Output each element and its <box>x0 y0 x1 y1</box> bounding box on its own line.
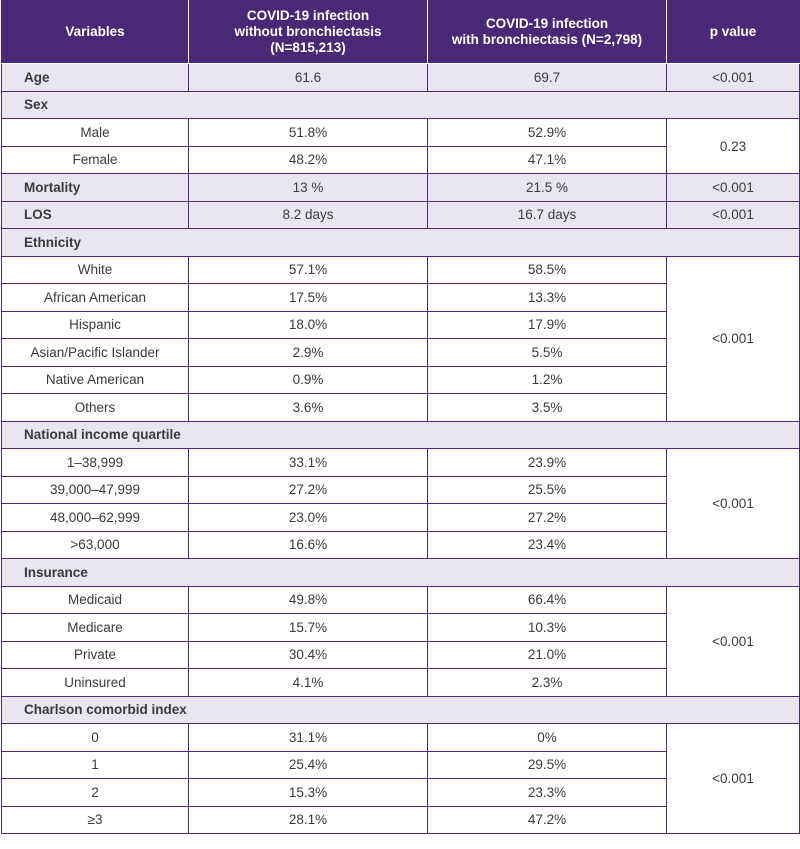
row-without: 28.1% <box>189 806 428 834</box>
table-row <box>2 449 800 477</box>
table-row <box>2 586 800 614</box>
row-with: 23.3% <box>428 779 667 807</box>
row-without: 57.1% <box>189 256 428 284</box>
header-variables: Variables <box>2 1 189 64</box>
age-without: 61.6 <box>189 64 428 92</box>
row-label: White <box>2 256 189 284</box>
income-section-label: National income quartile <box>2 421 800 449</box>
row-without: 2.9% <box>189 339 428 367</box>
row-with: 21.0% <box>428 641 667 669</box>
row-with: 0% <box>428 724 667 752</box>
row-label: 48,000–62,999 <box>2 504 189 532</box>
row-label: 1–38,999 <box>2 449 189 477</box>
row-with: 17.9% <box>428 311 667 339</box>
row-label: Native American <box>2 366 189 394</box>
row-with: 2.3% <box>428 669 667 697</box>
row-without: 49.8% <box>189 586 428 614</box>
age-p: <0.001 <box>667 64 800 92</box>
charlson-p: <0.001 <box>667 724 800 834</box>
row-label: 2 <box>2 779 189 807</box>
charlson-section-label: Charlson comorbid index <box>2 696 800 724</box>
header-with-bronchiectasis: COVID-19 infection with bronchiectasis (N=2,798) <box>428 1 667 64</box>
charlson-section <box>2 696 800 724</box>
row-with: 58.5% <box>428 256 667 284</box>
row-label: Female <box>2 146 189 174</box>
row-without: 16.6% <box>189 531 428 559</box>
header-row <box>2 1 800 64</box>
insurance-section-label: Insurance <box>2 559 800 587</box>
sex-section-label: Sex <box>2 91 800 119</box>
row-label: Medicare <box>2 614 189 642</box>
row-with: 52.9% <box>428 119 667 147</box>
row-with: 3.5% <box>428 394 667 422</box>
header-without-bronchiectasis: COVID-19 infection without bronchiectasis (N=815,213) <box>189 1 428 64</box>
insurance-p: <0.001 <box>667 586 800 696</box>
income-p: <0.001 <box>667 449 800 559</box>
row-label: Medicaid <box>2 586 189 614</box>
row-label: Private <box>2 641 189 669</box>
row-label: Uninsured <box>2 669 189 697</box>
mortality-row <box>2 174 800 202</box>
row-with: 47.2% <box>428 806 667 834</box>
row-without: 31.1% <box>189 724 428 752</box>
row-label: Male <box>2 119 189 147</box>
table-row <box>2 724 800 752</box>
row-with: 5.5% <box>428 339 667 367</box>
row-without: 51.8% <box>189 119 428 147</box>
row-without: 48.2% <box>189 146 428 174</box>
table-row <box>2 256 800 284</box>
row-without: 17.5% <box>189 284 428 312</box>
row-without: 4.1% <box>189 669 428 697</box>
los-p: <0.001 <box>667 201 800 229</box>
header-p-value: p value <box>667 1 800 64</box>
row-with: 1.2% <box>428 366 667 394</box>
row-label: African American <box>2 284 189 312</box>
ethnicity-section <box>2 229 800 257</box>
comparison-table <box>1 0 800 834</box>
los-with: 16.7 days <box>428 201 667 229</box>
row-label: 1 <box>2 751 189 779</box>
row-label: 0 <box>2 724 189 752</box>
row-label: ≥3 <box>2 806 189 834</box>
row-with: 13.3% <box>428 284 667 312</box>
row-label: 39,000–47,999 <box>2 476 189 504</box>
row-without: 15.3% <box>189 779 428 807</box>
row-with: 10.3% <box>428 614 667 642</box>
mortality-with: 21.5 % <box>428 174 667 202</box>
sex-p: 0.23 <box>667 119 800 174</box>
insurance-section <box>2 559 800 587</box>
row-without: 0.9% <box>189 366 428 394</box>
sex-section <box>2 91 800 119</box>
row-label: Hispanic <box>2 311 189 339</box>
row-with: 23.4% <box>428 531 667 559</box>
mortality-p: <0.001 <box>667 174 800 202</box>
los-row <box>2 201 800 229</box>
income-section <box>2 421 800 449</box>
mortality-label: Mortality <box>2 174 189 202</box>
row-without: 27.2% <box>189 476 428 504</box>
row-without: 25.4% <box>189 751 428 779</box>
age-label: Age <box>2 64 189 92</box>
row-without: 33.1% <box>189 449 428 477</box>
los-without: 8.2 days <box>189 201 428 229</box>
row-without: 3.6% <box>189 394 428 422</box>
table-row <box>2 119 800 147</box>
row-label: >63,000 <box>2 531 189 559</box>
age-row <box>2 64 800 92</box>
age-with: 69.7 <box>428 64 667 92</box>
row-with: 27.2% <box>428 504 667 532</box>
row-without: 30.4% <box>189 641 428 669</box>
row-without: 23.0% <box>189 504 428 532</box>
row-with: 47.1% <box>428 146 667 174</box>
row-without: 18.0% <box>189 311 428 339</box>
los-label: LOS <box>2 201 189 229</box>
row-with: 25.5% <box>428 476 667 504</box>
row-label: Asian/Pacific Islander <box>2 339 189 367</box>
ethnicity-p: <0.001 <box>667 256 800 421</box>
row-label: Others <box>2 394 189 422</box>
row-without: 15.7% <box>189 614 428 642</box>
row-with: 29.5% <box>428 751 667 779</box>
mortality-without: 13 % <box>189 174 428 202</box>
ethnicity-section-label: Ethnicity <box>2 229 800 257</box>
row-with: 23.9% <box>428 449 667 477</box>
row-with: 66.4% <box>428 586 667 614</box>
